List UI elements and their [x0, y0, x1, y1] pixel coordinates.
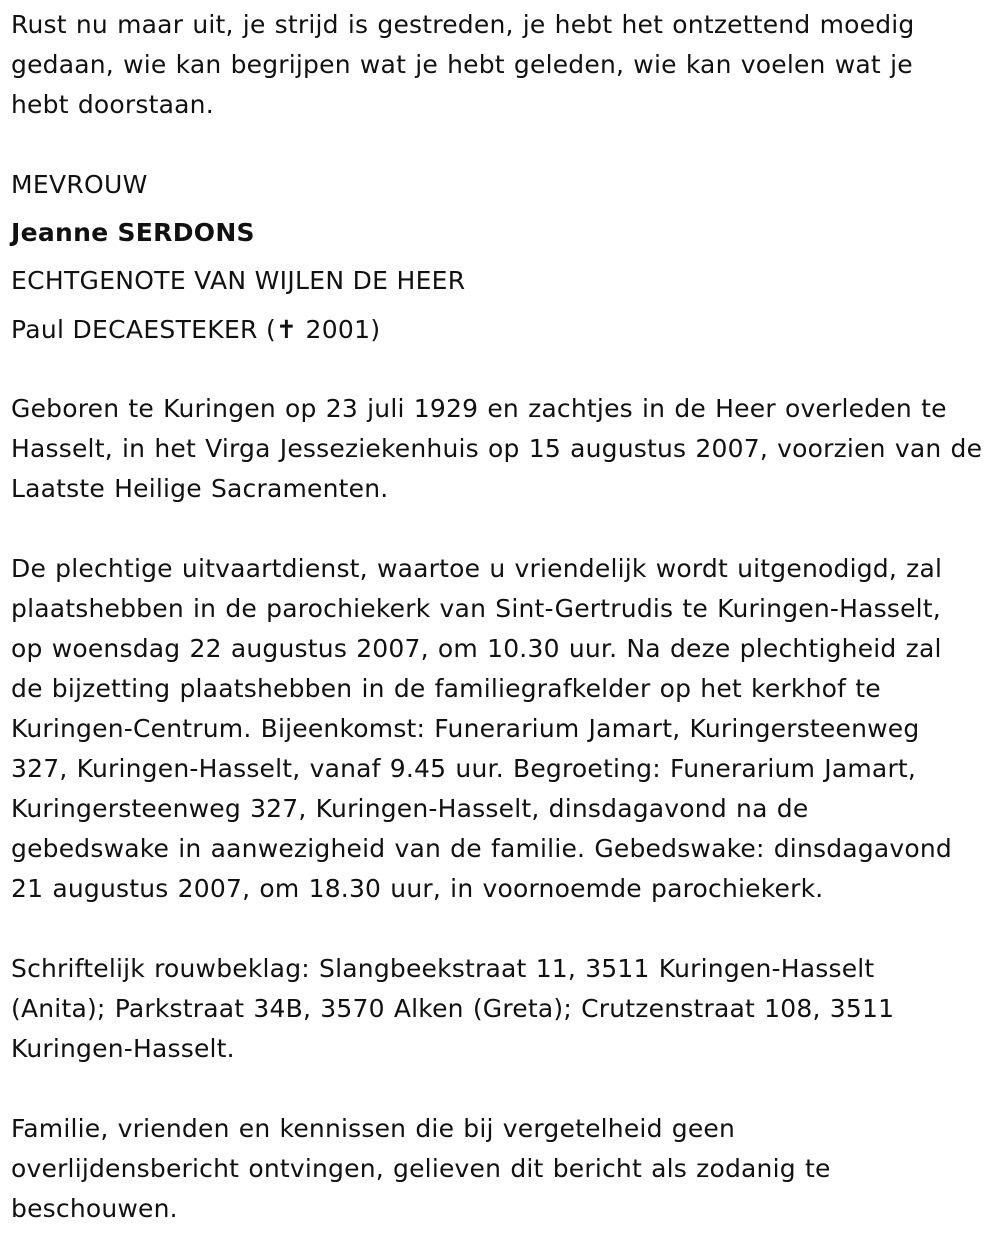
- birth-death-paragraph: [11, 389, 996, 509]
- text-line: Kuringen-Hasselt.: [11, 1034, 235, 1063]
- poem-line: gedaan, wie kan begrijpen wat je hebt geleden, wie kan voelen wat je: [11, 50, 913, 79]
- text-line: plaatshebben in de parochiekerk van Sint-Gertrudis te Kuringen-Hasselt,: [11, 594, 941, 623]
- closing-paragraph: [11, 1109, 971, 1229]
- text-line: Schriftelijk rouwbeklag: Slangbeekstraat 11, 3511 Kuringen-Hasselt: [11, 954, 875, 983]
- poem-line: hebt doorstaan.: [11, 90, 214, 119]
- text-line: (Anita); Parkstraat 34B, 3570 Alken (Greta); Crutzenstraat 108, 3511: [11, 994, 895, 1023]
- text-line: overlijdensbericht ontvingen, gelieven dit bericht als zodanig te: [11, 1154, 831, 1183]
- title-label: MEVROUW: [11, 170, 148, 199]
- text-line: beschouwen.: [11, 1194, 178, 1223]
- text-line: op woensdag 22 augustus 2007, om 10.30 uur. Na deze plechtigheid zal: [11, 634, 942, 663]
- text-line: Laatste Heilige Sacramenten.: [11, 474, 389, 503]
- text-line: Kuringen-Centrum. Bijeenkomst: Funerarium Jamart, Kuringersteenweg: [11, 714, 920, 743]
- funeral-paragraph: [11, 549, 991, 909]
- text-line: Hasselt, in het Virga Jesseziekenhuis op 15 augustus 2007, voorzien van de: [11, 434, 983, 463]
- poem-paragraph: [11, 5, 986, 125]
- condolences-paragraph: [11, 949, 971, 1069]
- deceased-name: Jeanne SERDONS: [11, 218, 255, 247]
- text-line: gebedswake in aanwezigheid van de familie. Gebedswake: dinsdagavond: [11, 834, 953, 863]
- poem-line: Rust nu maar uit, je strijd is gestreden, je hebt het ontzettend moedig: [11, 10, 915, 39]
- husband-name: Paul DECAESTEKER (✝ 2001): [11, 315, 381, 344]
- text-line: Familie, vrienden en kennissen die bij vergetelheid geen: [11, 1114, 736, 1143]
- text-line: 327, Kuringen-Hasselt, vanaf 9.45 uur. Begroeting: Funerarium Jamart,: [11, 754, 917, 783]
- text-line: Kuringersteenweg 327, Kuringen-Hasselt, dinsdagavond na de: [11, 794, 809, 823]
- spouse-label: ECHTGENOTE VAN WIJLEN DE HEER: [11, 266, 466, 295]
- text-line: De plechtige uitvaartdienst, waartoe u vriendelijk wordt uitgenodigd, zal: [11, 554, 943, 583]
- text-line: Geboren te Kuringen op 23 juli 1929 en zachtjes in de Heer overleden te: [11, 394, 947, 423]
- text-line: 21 augustus 2007, om 18.30 uur, in voornoemde parochiekerk.: [11, 874, 824, 903]
- text-line: de bijzetting plaatshebben in de familiegrafkelder op het kerkhof te: [11, 674, 881, 703]
